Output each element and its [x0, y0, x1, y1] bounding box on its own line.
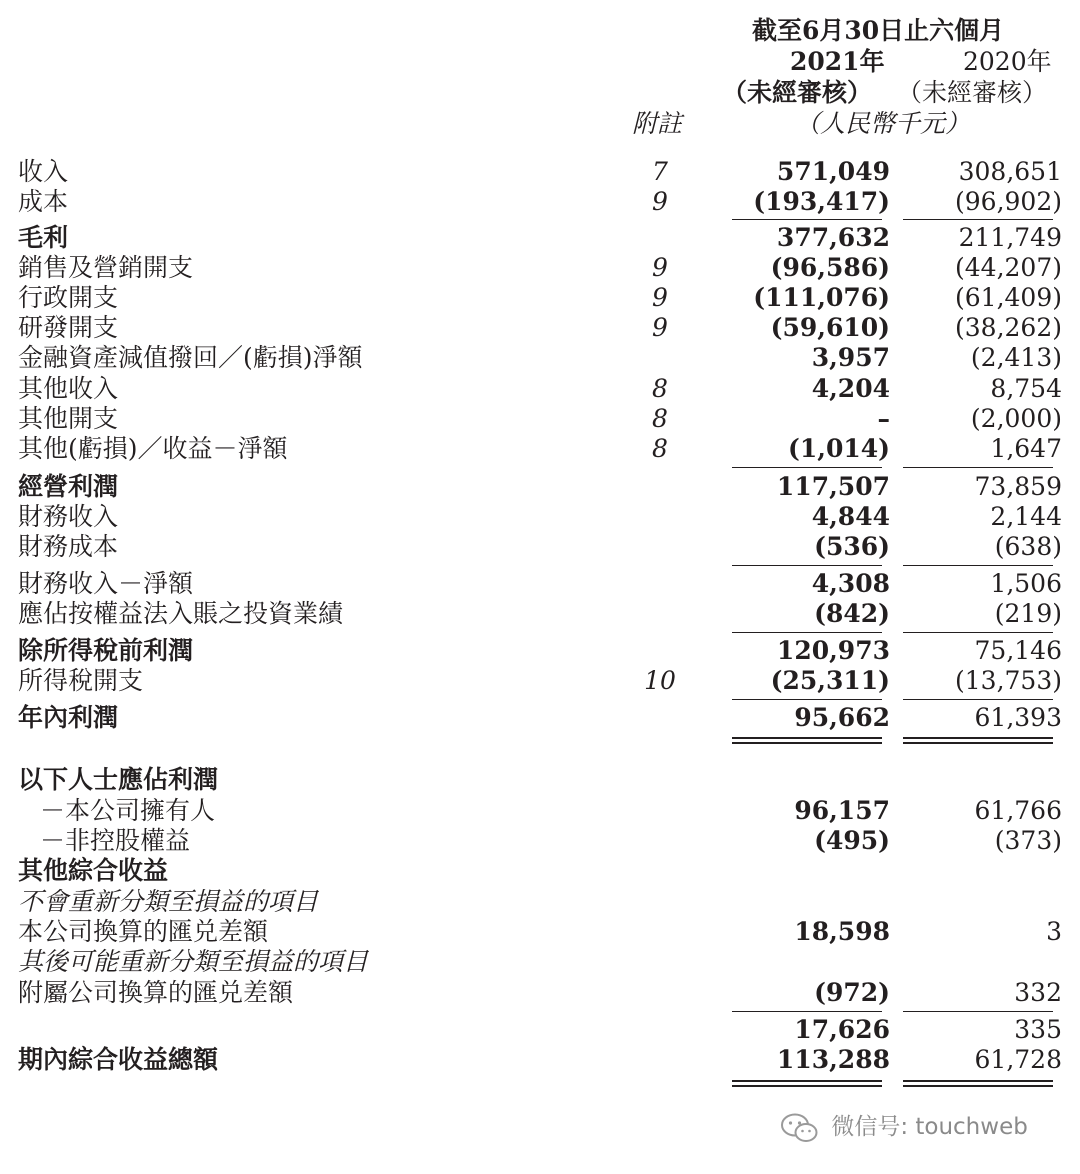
value-2021: 120,973 [776, 636, 890, 665]
value-2021: (111,076) [753, 283, 890, 312]
subtotal-rule-2020 [903, 1011, 1053, 1012]
subtotal-rule-2020 [903, 632, 1053, 633]
value-2020: (96,902) [955, 187, 1062, 216]
value-2020: (44,207) [955, 253, 1062, 282]
row-label: －本公司擁有人 [40, 796, 216, 825]
row-label: 收入 [18, 157, 69, 186]
value-2020: 73,859 [974, 472, 1062, 501]
value-2020: 61,728 [974, 1045, 1062, 1074]
total-double-rule-2020 [903, 1080, 1053, 1087]
row-label: 所得稅開支 [18, 666, 144, 695]
row-label: 財務成本 [18, 532, 119, 561]
value-2021: (25,311) [770, 666, 890, 695]
row-admin-expenses [0, 283, 1080, 313]
header-currency: （人民幣千元） [795, 109, 971, 138]
row-note: 7 [652, 157, 668, 186]
wechat-icon [780, 1114, 831, 1140]
watermark [780, 1108, 1028, 1143]
header-unaudited-2021: （未經審核） [722, 78, 873, 107]
value-2020: (2,413) [970, 343, 1062, 372]
row-label: 其他(虧損)／收益－淨額 [18, 434, 288, 463]
row-oci-subtotal [0, 1015, 1080, 1045]
row-attributable-heading [0, 765, 1080, 795]
value-2021: (842) [814, 599, 890, 628]
row-gross-profit [0, 223, 1080, 253]
row-label: 成本 [18, 187, 69, 216]
value-2021: 4,844 [811, 502, 890, 531]
value-2020: (2,000) [970, 404, 1062, 433]
subtotal-rule-2021 [732, 467, 882, 468]
row-label: 應佔按權益法入賬之投資業績 [18, 599, 344, 628]
row-rd-expenses [0, 313, 1080, 343]
subtotal-rule-2020 [903, 219, 1053, 220]
total-double-rule-2021 [732, 737, 882, 744]
row-selling-expenses [0, 253, 1080, 283]
value-2021: 95,662 [794, 703, 890, 732]
row-note: 8 [652, 374, 668, 403]
row-may-reclassify-heading [0, 947, 1080, 977]
watermark-text: 微信号: touchweb [831, 1114, 1028, 1140]
value-2020: 211,749 [958, 223, 1062, 252]
row-note: 9 [652, 253, 668, 282]
row-profit-before-tax [0, 636, 1080, 666]
value-2021: 96,157 [794, 796, 890, 825]
header-year-2020: 2020年 [963, 47, 1052, 76]
value-2020: (13,753) [955, 666, 1062, 695]
row-other-expenses [0, 404, 1080, 434]
row-note: 9 [652, 283, 668, 312]
total-double-rule-2020 [903, 737, 1053, 744]
row-profit-for-year [0, 703, 1080, 733]
value-2020: 308,651 [958, 157, 1062, 186]
row-label: 其他收入 [18, 374, 119, 403]
value-2021: 377,632 [776, 223, 890, 252]
row-label: 財務收入－淨額 [18, 569, 194, 598]
value-2021: 571,049 [776, 157, 890, 186]
value-2020: 1,506 [990, 569, 1062, 598]
value-2021: 117,507 [776, 472, 890, 501]
row-label: 其後可能重新分類至損益的項目 [18, 947, 369, 976]
value-2021: 113,288 [776, 1045, 890, 1074]
value-2020: 1,647 [990, 434, 1062, 463]
row-label: 除所得稅前利潤 [18, 636, 194, 665]
row-label: 附屬公司換算的匯兑差額 [18, 978, 294, 1007]
row-total-comprehensive-income [0, 1045, 1080, 1075]
value-2020: 332 [1014, 978, 1062, 1007]
value-2021: (1,014) [788, 434, 890, 463]
value-2021: 3,957 [811, 343, 890, 372]
value-2021: (495) [814, 826, 890, 855]
row-company-fx [0, 917, 1080, 947]
header-period: 截至6月30日止六個月 [752, 16, 1005, 45]
value-2021: 17,626 [794, 1015, 890, 1044]
header-year-2021: 2021年 [790, 47, 885, 76]
value-2021: 18,598 [794, 917, 890, 946]
value-2020: 335 [1014, 1015, 1062, 1044]
value-2021: 4,204 [811, 374, 890, 403]
value-2020: 2,144 [990, 502, 1062, 531]
row-finance-income [0, 502, 1080, 532]
subtotal-rule-2021 [732, 1011, 882, 1012]
value-2020: (38,262) [955, 313, 1062, 342]
row-label: 以下人士應佔利潤 [18, 765, 219, 794]
subtotal-rule-2021 [732, 699, 882, 700]
subtotal-rule-2020 [903, 467, 1053, 468]
row-label: 年內利潤 [18, 703, 119, 732]
value-2020: 75,146 [974, 636, 1062, 665]
row-label: －非控股權益 [40, 826, 191, 855]
row-label: 本公司換算的匯兑差額 [18, 917, 269, 946]
value-2021: – [877, 404, 890, 433]
value-2021: (972) [814, 978, 890, 1007]
value-2021: (536) [814, 532, 890, 561]
total-double-rule-2021 [732, 1080, 882, 1087]
value-2020: 3 [1046, 917, 1062, 946]
row-label: 財務收入 [18, 502, 119, 531]
value-2020: 61,766 [974, 796, 1062, 825]
row-finance-cost [0, 532, 1080, 562]
header-note-label: 附註 [632, 109, 683, 138]
row-note: 9 [652, 187, 668, 216]
row-label: 其他開支 [18, 404, 119, 433]
subtotal-rule-2020 [903, 565, 1053, 566]
row-subsidiary-fx [0, 978, 1080, 1008]
row-note: 8 [652, 434, 668, 463]
row-label: 經營利潤 [18, 472, 119, 501]
row-oci-heading [0, 856, 1080, 886]
row-note: 9 [652, 313, 668, 342]
row-cost [0, 187, 1080, 217]
row-income-tax [0, 666, 1080, 696]
row-non-controlling [0, 826, 1080, 856]
subtotal-rule-2021 [732, 632, 882, 633]
row-finance-income-net [0, 569, 1080, 599]
row-label: 其他綜合收益 [18, 856, 169, 885]
value-2021: (59,610) [770, 313, 890, 342]
value-2021: (193,417) [753, 187, 890, 216]
row-note: 8 [652, 404, 668, 433]
row-revenue [0, 157, 1080, 187]
value-2020: (373) [994, 826, 1062, 855]
row-equity-method-share [0, 599, 1080, 629]
row-label: 銷售及營銷開支 [18, 253, 194, 282]
row-impairment [0, 343, 1080, 373]
row-label: 毛利 [18, 223, 69, 252]
row-operating-profit [0, 472, 1080, 502]
value-2021: (96,586) [770, 253, 890, 282]
subtotal-rule-2020 [903, 699, 1053, 700]
row-label: 金融資產減值撥回／(虧損)淨額 [18, 343, 363, 372]
row-label: 行政開支 [18, 283, 119, 312]
row-not-reclassified-heading [0, 887, 1080, 917]
subtotal-rule-2021 [732, 565, 882, 566]
value-2020: (219) [994, 599, 1062, 628]
header-unaudited-2020: （未經審核） [897, 78, 1048, 107]
row-label: 期內綜合收益總額 [18, 1045, 219, 1074]
value-2020: (638) [994, 532, 1062, 561]
row-other-income [0, 374, 1080, 404]
value-2020: 61,393 [974, 703, 1062, 732]
value-2020: 8,754 [990, 374, 1062, 403]
value-2021: 4,308 [811, 569, 890, 598]
row-label: 不會重新分類至損益的項目 [18, 887, 319, 916]
row-note: 10 [644, 666, 676, 695]
row-other-gains [0, 434, 1080, 464]
subtotal-rule-2021 [732, 219, 882, 220]
row-label: 研發開支 [18, 313, 119, 342]
value-2020: (61,409) [955, 283, 1062, 312]
row-owners [0, 796, 1080, 826]
